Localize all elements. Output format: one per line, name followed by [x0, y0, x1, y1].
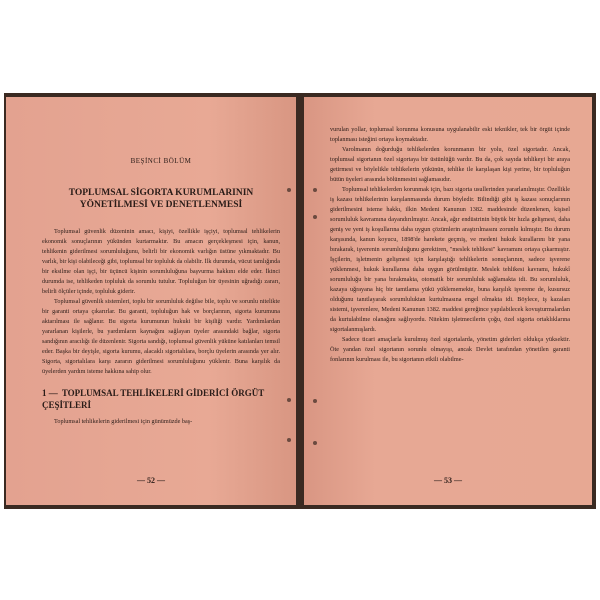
binding-hole — [313, 399, 317, 403]
paragraph: Varolmanın doğurduğu tehlikelerden korunmanın bir yolu, özel sigortadır. Ancak, toplumsal sigortanın özel sigortaya bir üstünlüğü vardır. Bu da, çok sayıda tehlikeyi bir araya getirmesi ve böylelikle tehlikelerin yükünün, tehlike ile karşılaşan kişi yerine, bir topluluğun bütün üyeleri arasında bölünmesini sağlamasıdır. — [330, 146, 570, 183]
paragraph: Toplumsal güvenlik düzeninin amacı, kişiyi, özellikle işçiyi, toplumsal tehlikelerin ekonomik sonuçlarının yükünden kurtarmaktır. Bu amacın gerçekleşmesi için, kanun, tehlikenin giderilmesi sorumluluğunu, belirli bir ekonomik varlığın üstüne yıkmaktadır. Bu varlık, bir kişi olabileceği gibi, toplumsal bir topluluk da olabilir. İlk durumda, vücut tamlığında bir eksilme olan işçi, bir üçüncü kişinin sorumluluğuna başvurma hakkını elde eder. İkinci durumda ise, tehlikeden topluluk da sorumlu tutulur. Topluluğun bir üyesinin uğradığı zararı, belirli ölçüler içinde, topluluk giderir. — [42, 228, 280, 295]
paragraph: Sadece ticari amaçlarla kurulmuş özel sigortalarda, yönetim giderleri oldukça yüksektir. Öte yandan özel sigortanın sorunlu olmayışı, ancak Devlet tarafından yönetilen garanti fonlarının kurulması ile, bu sigortanın etkili olabilme- — [330, 336, 570, 363]
chapter-title — [42, 187, 280, 211]
section-number: 1 — — [42, 388, 58, 398]
page-number: — 53 — — [434, 476, 462, 485]
paragraph: Toplumsal tehlikelerden korunmak için, bazı sigorta usullerinden yararlanılmıştır. Özellikle iş kazası tehlikelerinin karşılanmasında durum böyledir. Bilindiği gibi iş kazası sonuçlarının giderilmesini isteme hakkı, ilkin Medeni Kanunun 1382. maddesinde düzenlenen, kişisel sorumluluk kavramına dayandırılmıştır. Ancak, ağır endüstrinin büyük bir hızla gelişmesi, daha geniş ve yeni iş koşullarına daha uygun çözümlerin araştırılmasını zorunlu kılmıştır. Bu durum karşısında, kanun koyucu, 1898'de harekete geçmiş, ve medeni hukuk kurallarını bir yana bırakarak, işverenin sorumluluğunu gerektiren, "meslek tehlikesi" kavramını ortaya çıkarmıştır. İşçilerin, işletmenin gelişmesi için karşılaştığı tehlikelerin sonuçlarının, sadece işverene yüklenmesi, hukuk kurallarına daha uygun görülmüştür. Meslek tehlikesi kavramı, hukukî sorumluluğu bir yana bırakmakta, otomatik bir sorumluluk sağlamakta idi. Bu sorumluluk, kazaya uğrayana hiç bir tamtlama yükü yüklememekte, buna karşılık işverene de, kusursuz olduğunu tanıtlayarak sorumluluktan kurtulmasına engel olmakta idi. Böylece, iş kazaları sistemi, işverenlere, Medeni Kanunun 1382. maddesi gereğince yapılabilecek kovuşturmalardan da kurtulabilme olanağını sağlıyordu. Nitekim işletmecilerin çoğu, özel sigorta ortaklıklarına sigortalanmışlardı. — [330, 186, 570, 333]
section-title-text: TOPLUMSAL TEHLİKELERİ GİDERİCİ ÖRGÜT ÇEŞİTLERİ — [42, 388, 265, 410]
chapter-title-line2: YÖNETİLMESİ VE DENETLENMESİ — [79, 200, 243, 210]
section-heading — [42, 387, 280, 411]
binding-hole — [287, 438, 291, 442]
chapter-label: BEŞİNCİ BÖLÜM — [130, 157, 192, 165]
binding-hole — [313, 441, 317, 445]
page-number: — 52 — — [137, 476, 165, 485]
book-gutter — [296, 97, 304, 505]
left-page — [6, 97, 296, 505]
paragraph: vurulan yollar, toplumsal korunma konusuna uygulanabilir eski teknikler, tek bir örgüt içinde toplanması isteğini ortaya koymaktadır. — [330, 126, 570, 143]
binding-hole — [313, 188, 317, 192]
open-book — [4, 93, 596, 509]
chapter-title-line1: TOPLUMSAL SİGORTA KURUMLARININ — [68, 188, 254, 198]
paragraph: Toplumsal güvenlik sistemleri, toplu bir sorumluluk değilse bile, toplu ve sorunlu nitelikte bir garanti ortaya çıkarırlar. Bu garanti, topluluğun hak ve borçlarının, sigorta kurumuna aktarılması ile sağlanır. Bu sigorta kurumunun hukuki bir kişiliği vardır. Yardımlardan yararlanan kişilerle, bu yardımların kaynağını sağlayan üyeler arasındaki bağlar, sigorta sandığının aracılığı ile düzenlenir. Sigorta sandığı, toplumsal güvenlik yüküne katılanları temsil eder. Başka bir deyişle, sigorta kurumu, alacaklı sigortalılara, borçlu üyelerin arasında yer alır. Sigorta, sigortalılara karşı zararın giderilmesi sorumluluğunu yüklenir. Buna karşılık da üyelerden yardım isteme hakkına sahip olur. — [42, 298, 280, 375]
right-page — [304, 97, 592, 505]
binding-hole — [313, 215, 317, 219]
paragraph: Toplumsal tehlikelerin giderilmesi için günümüzde baş- — [54, 418, 193, 425]
binding-hole — [287, 188, 291, 192]
binding-hole — [287, 398, 291, 402]
